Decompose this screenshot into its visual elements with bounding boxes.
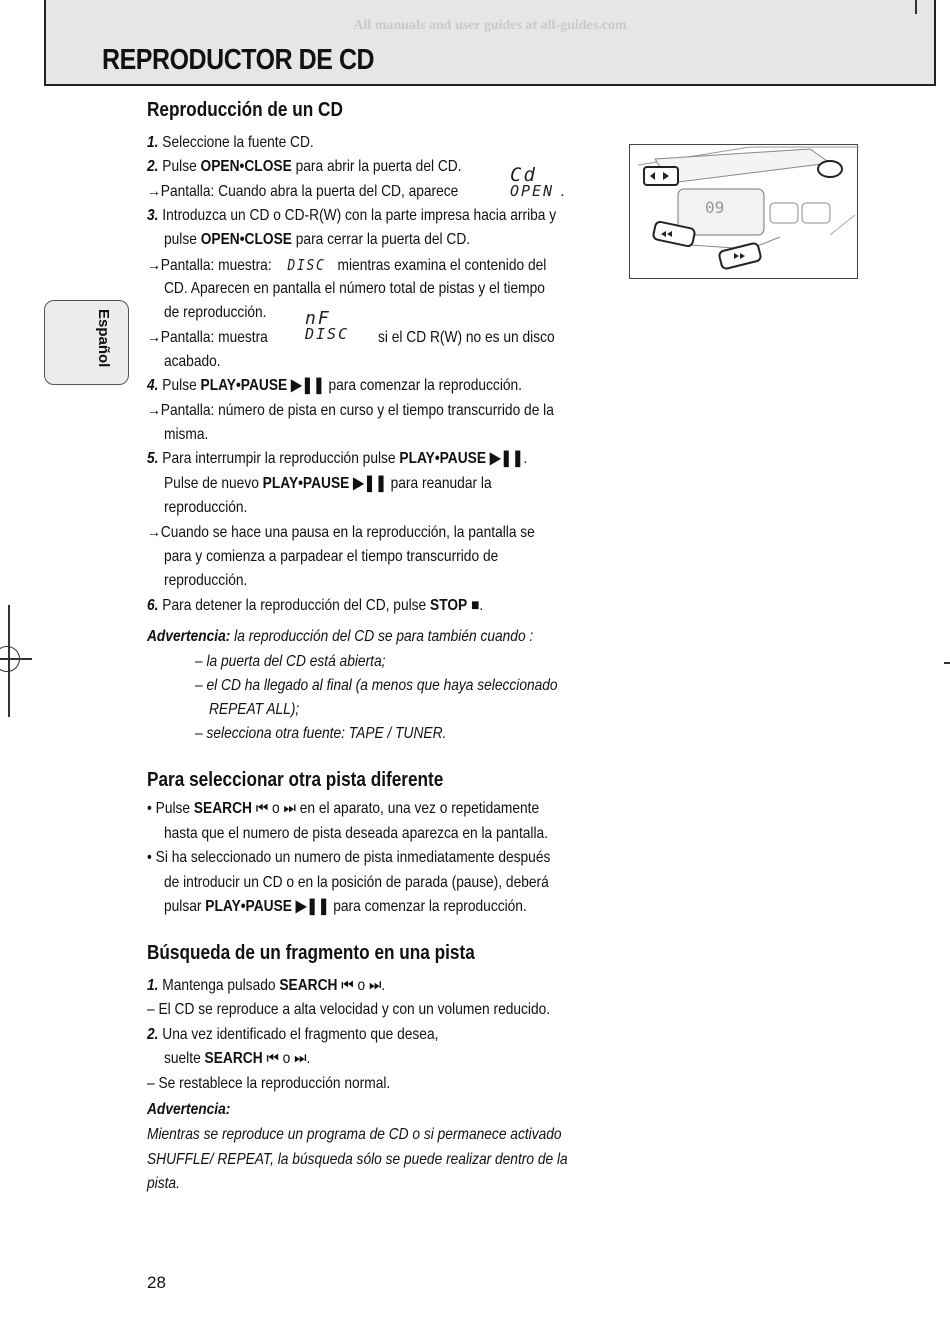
next-icon: ⏭: [368, 977, 382, 994]
step-3: 3. Introduzca un CD o CD-R(W) con la parte impresa hacia arriba y: [147, 207, 557, 224]
bullet-direct-cont: de introducir un CD o en la posición de parada (pause), deberá: [164, 874, 549, 891]
step-5-cont-2: reproducción.: [164, 499, 248, 516]
warning-item-2: – el CD ha llegado al final (a menos que haya seleccionado: [195, 677, 558, 694]
warning-search-2: SHUFFLE/ REPEAT, la búsqueda sólo se puede realizar dentro de la: [147, 1151, 568, 1168]
lcd-digits: 09: [705, 198, 725, 217]
display-note-track-2: misma.: [164, 426, 209, 443]
display-note-pause-3: reproducción.: [164, 572, 248, 589]
warning-item-3: – selecciona otra fuente: TAPE / TUNER.: [195, 725, 447, 742]
bullet-search: • Pulse SEARCH ⏮ o ⏭ en el aparato, una vez o repetidamente: [147, 800, 540, 817]
search-step-1: 1. Mantenga pulsado SEARCH ⏮ o ⏭.: [147, 977, 386, 994]
warning-item-1: – la puerta del CD está abierta;: [195, 653, 386, 670]
display-note-pause: →Cuando se hace una pausa en la reproducción, la pantalla se: [147, 524, 535, 541]
step-6: 6. Para detener la reproducción del CD, pulse STOP ■.: [147, 597, 484, 614]
language-tab-label: Español: [95, 309, 112, 368]
lcd-nf-disc: nF DISC: [305, 308, 350, 343]
display-note-open: →Pantalla: Cuando abra la puerta del CD, aparece: [147, 183, 459, 200]
step-1: 1. Seleccione la fuente CD.: [147, 134, 314, 151]
display-note-disc-2: CD. Aparecen en pantalla el número total de pistas y el tiempo: [164, 280, 545, 297]
display-note-track: →Pantalla: número de pista en curso y el tiempo transcurrido de la: [147, 402, 554, 419]
warning-search-1: Mientras se reproduce un programa de CD o si permanece activado: [147, 1126, 562, 1143]
search-step-2: 2. Una vez identificado el fragmento que desea,: [147, 1026, 439, 1043]
play-pause-icon: ▶❚❚: [489, 450, 524, 467]
section-heading-play: Reproducción de un CD: [147, 99, 343, 121]
page-number: 28: [147, 1273, 166, 1292]
step-2: 2. Pulse OPEN•CLOSE para abrir la puerta del CD.: [147, 158, 462, 175]
section-heading-track: Para seleccionar otra pista diferente: [147, 769, 444, 791]
prev-icon: ⏮: [255, 800, 269, 817]
stop-icon: ■: [471, 597, 480, 614]
step-3-cont: pulse OPEN•CLOSE para cerrar la puerta del CD.: [164, 231, 471, 248]
prev-icon: ⏮: [266, 1050, 279, 1067]
prev-icon: ⏮: [341, 977, 354, 994]
display-note-disc: →Pantalla: muestra: DISC mientras examina el contenido del: [147, 256, 547, 274]
watermark: All manuals and user guides at all-guides.com: [353, 18, 627, 33]
warning-play: Advertencia: la reproducción del CD se para también cuando :: [147, 628, 534, 645]
bullet-direct: • Si ha seleccionado un numero de pista inmediatamente después: [147, 849, 551, 866]
section-heading-search: Búsqueda de un fragmento en una pista: [147, 942, 475, 964]
bullet-search-cont: hasta que el numero de pista deseada aparezca en la pantalla.: [164, 825, 549, 842]
cd-player-drawing: [630, 145, 859, 280]
step-4: 4. Pulse PLAY•PAUSE ▶❚❚ para comenzar la reproducción.: [147, 377, 523, 394]
bullet-direct-cont-2: pulsar PLAY•PAUSE ▶❚❚ para comenzar la reproducción.: [164, 898, 527, 915]
play-pause-icon: ▶❚❚: [353, 475, 387, 492]
next-icon: ⏭: [294, 1050, 307, 1067]
page-title: REPRODUCTOR DE CD: [102, 44, 375, 76]
warning-item-2-cont: REPEAT ALL);: [209, 701, 300, 718]
device-illustration: [629, 144, 858, 279]
search-note-1: – El CD se reproduce a alta velocidad y con un volumen reducido.: [147, 1001, 551, 1018]
step-5-cont: Pulse de nuevo PLAY•PAUSE ▶❚❚ para reanudar la: [164, 475, 492, 492]
display-note-nf-2: si el CD R(W) no es un disco: [378, 329, 555, 346]
display-note-nf: →Pantalla: muestra: [147, 329, 268, 346]
next-icon: ⏭: [283, 800, 296, 817]
search-step-2-cont: suelte SEARCH ⏮ o ⏭.: [164, 1050, 311, 1067]
display-note-pause-2: para y comienza a parpadear el tiempo transcurrido de: [164, 548, 499, 565]
play-pause-icon: ▶❚❚: [295, 898, 330, 915]
display-note-nf-3: acabado.: [164, 353, 221, 370]
play-pause-icon: ▶❚❚: [291, 377, 325, 394]
warning-search-3: pista.: [147, 1175, 180, 1192]
display-note-disc-3: de reproducción.: [164, 304, 267, 321]
lcd-cd-open: Cd OPEN .: [510, 164, 565, 200]
warning-search-label: Advertencia:: [147, 1101, 231, 1118]
search-note-2: – Se restablece la reproducción normal.: [147, 1075, 391, 1092]
step-5: 5. Para interrumpir la reproducción pulse PLAY•PAUSE ▶❚❚.: [147, 450, 528, 467]
language-tab: [44, 300, 129, 385]
